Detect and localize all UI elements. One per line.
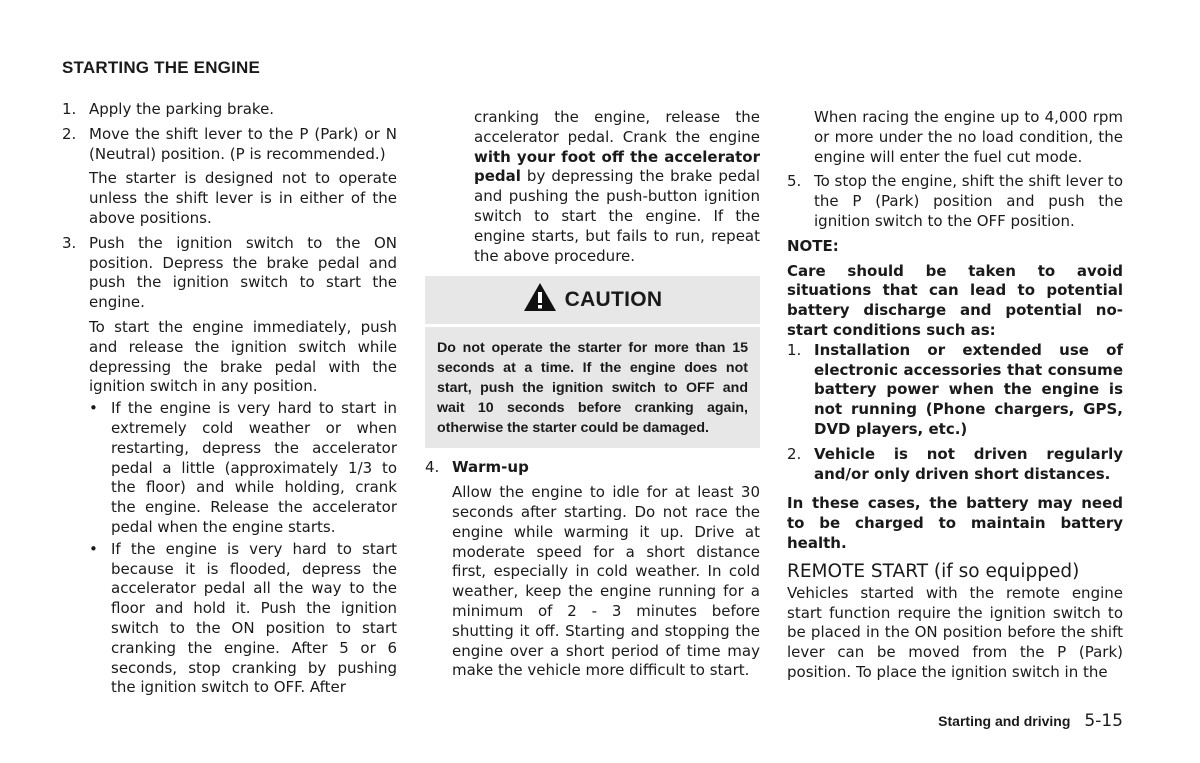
paragraph: The starter is designed not to operate unless the shift lever is in either of the above positions. xyxy=(89,169,397,227)
note-item-2 xyxy=(787,445,1123,485)
section-name: Starting and driving xyxy=(938,713,1071,729)
step-title: Warm-up xyxy=(452,458,529,477)
step-text: Push the ignition switch to the ON position. Depress the brake pedal and push the ignition switch to start the engine. xyxy=(89,233,397,312)
step-text: To stop the engine, shift the shift lever to the P (Park) position and push the ignition switch to the OFF position. xyxy=(814,172,1123,230)
step-1 xyxy=(62,100,397,120)
step-number: 4. xyxy=(425,458,440,477)
paragraph: Vehicles started with the remote engine start function require the ignition switch to be placed in the ON position before the shift lever can be moved from the P (Park) position. To place the ignition switch in the xyxy=(787,583,1123,681)
bullet-icon: • xyxy=(89,399,98,418)
step-text: Move the shift lever to the P (Park) or N (Neutral) position. (P is recommended.) xyxy=(89,124,397,163)
bullet-item xyxy=(62,399,397,538)
caution-title: CAUTION xyxy=(564,288,663,312)
bullet-text: If the engine is very hard to start in extremely cold weather or when restarting, depress the accelerator pedal a little (approximately 1/3 to the floor) and while holding, crank the engine. Release the accelerator pedal when the engine starts. xyxy=(111,399,397,536)
step-5 xyxy=(787,172,1123,231)
caution-box xyxy=(425,276,760,448)
step-2 xyxy=(62,125,397,165)
paragraph: When racing the engine up to 4,000 rpm or more under the no load condition, the engine will enter the fuel cut mode. xyxy=(814,108,1123,166)
caution-text: Do not operate the starter for more than 15 seconds at a time. If the engine does not start, push the ignition switch to OFF and wait 10 seconds before cranking again, otherwise the starter could be damaged. xyxy=(437,340,748,436)
warning-icon xyxy=(523,282,557,318)
paragraph: To start the engine immediately, push and release the ignition switch while depressing the brake pedal with the ignition switch in any position. xyxy=(89,317,397,396)
bullet-icon: • xyxy=(89,539,98,558)
note-number: 1. xyxy=(787,340,802,359)
step-number: 3. xyxy=(62,233,77,252)
column-3 xyxy=(787,108,1123,683)
note-text: Vehicle is not driven regularly and/or only driven short distances. xyxy=(814,444,1123,483)
step-number: 1. xyxy=(62,100,77,118)
page-title: STARTING THE ENGINE xyxy=(62,58,261,77)
bullet-item xyxy=(62,540,397,698)
bullet-text: If the engine is very hard to start because it is flooded, depress the accelerator pedal all the way to the floor and hold it. Push the ignition switch to the ON position to start cranking the engine. After 5 or 6 seconds, stop cranking by pushing the ignition switch to OFF. After xyxy=(111,539,397,697)
bold-text: with your foot off the accelerator pedal xyxy=(474,147,760,186)
text: cranking the engine, release the accelerator pedal. Crank the engine xyxy=(474,108,760,146)
column-1 xyxy=(62,100,397,698)
step-4 xyxy=(425,458,760,478)
step-number: 5. xyxy=(787,172,802,191)
note-item-1 xyxy=(787,341,1123,440)
paragraph xyxy=(425,108,760,266)
step-3 xyxy=(62,234,397,313)
note-intro: Care should be taken to avoid situations that can lead to potential battery discharge and potential no-start conditions such as: xyxy=(787,261,1123,339)
note-label: NOTE: xyxy=(787,236,839,255)
page-footer xyxy=(938,711,1123,731)
note-number: 2. xyxy=(787,444,802,463)
step-text: Apply the parking brake. xyxy=(89,100,275,118)
text: by depressing the brake pedal and pushing the push-button ignition switch to start the engine. If the engine starts, but fails to run, repeat the above procedure. xyxy=(474,167,760,265)
section-title: REMOTE START (if so equipped) xyxy=(787,560,1080,582)
step-number: 2. xyxy=(62,124,77,143)
paragraph: Allow the engine to idle for at least 30 seconds after starting. Do not race the engine while warming it up. Drive at moderate speed for a short distance first, especially in cold weather. In cold weather, keep the engine running for a minimum of 2 - 3 minutes before shutting it off. Starting and stopping the engine over a short period of time may make the vehicle more difficult to start. xyxy=(452,483,760,680)
note-text: Installation or extended use of electronic accessories that consume battery power when the engine is not running (Phone chargers, GPS, DVD players, etc.) xyxy=(814,340,1123,438)
note-conclusion: In these cases, the battery may need to be charged to maintain battery health. xyxy=(787,494,1123,552)
caution-header xyxy=(425,276,760,327)
column-2 xyxy=(425,108,760,681)
page-number: 5-15 xyxy=(1084,711,1123,731)
